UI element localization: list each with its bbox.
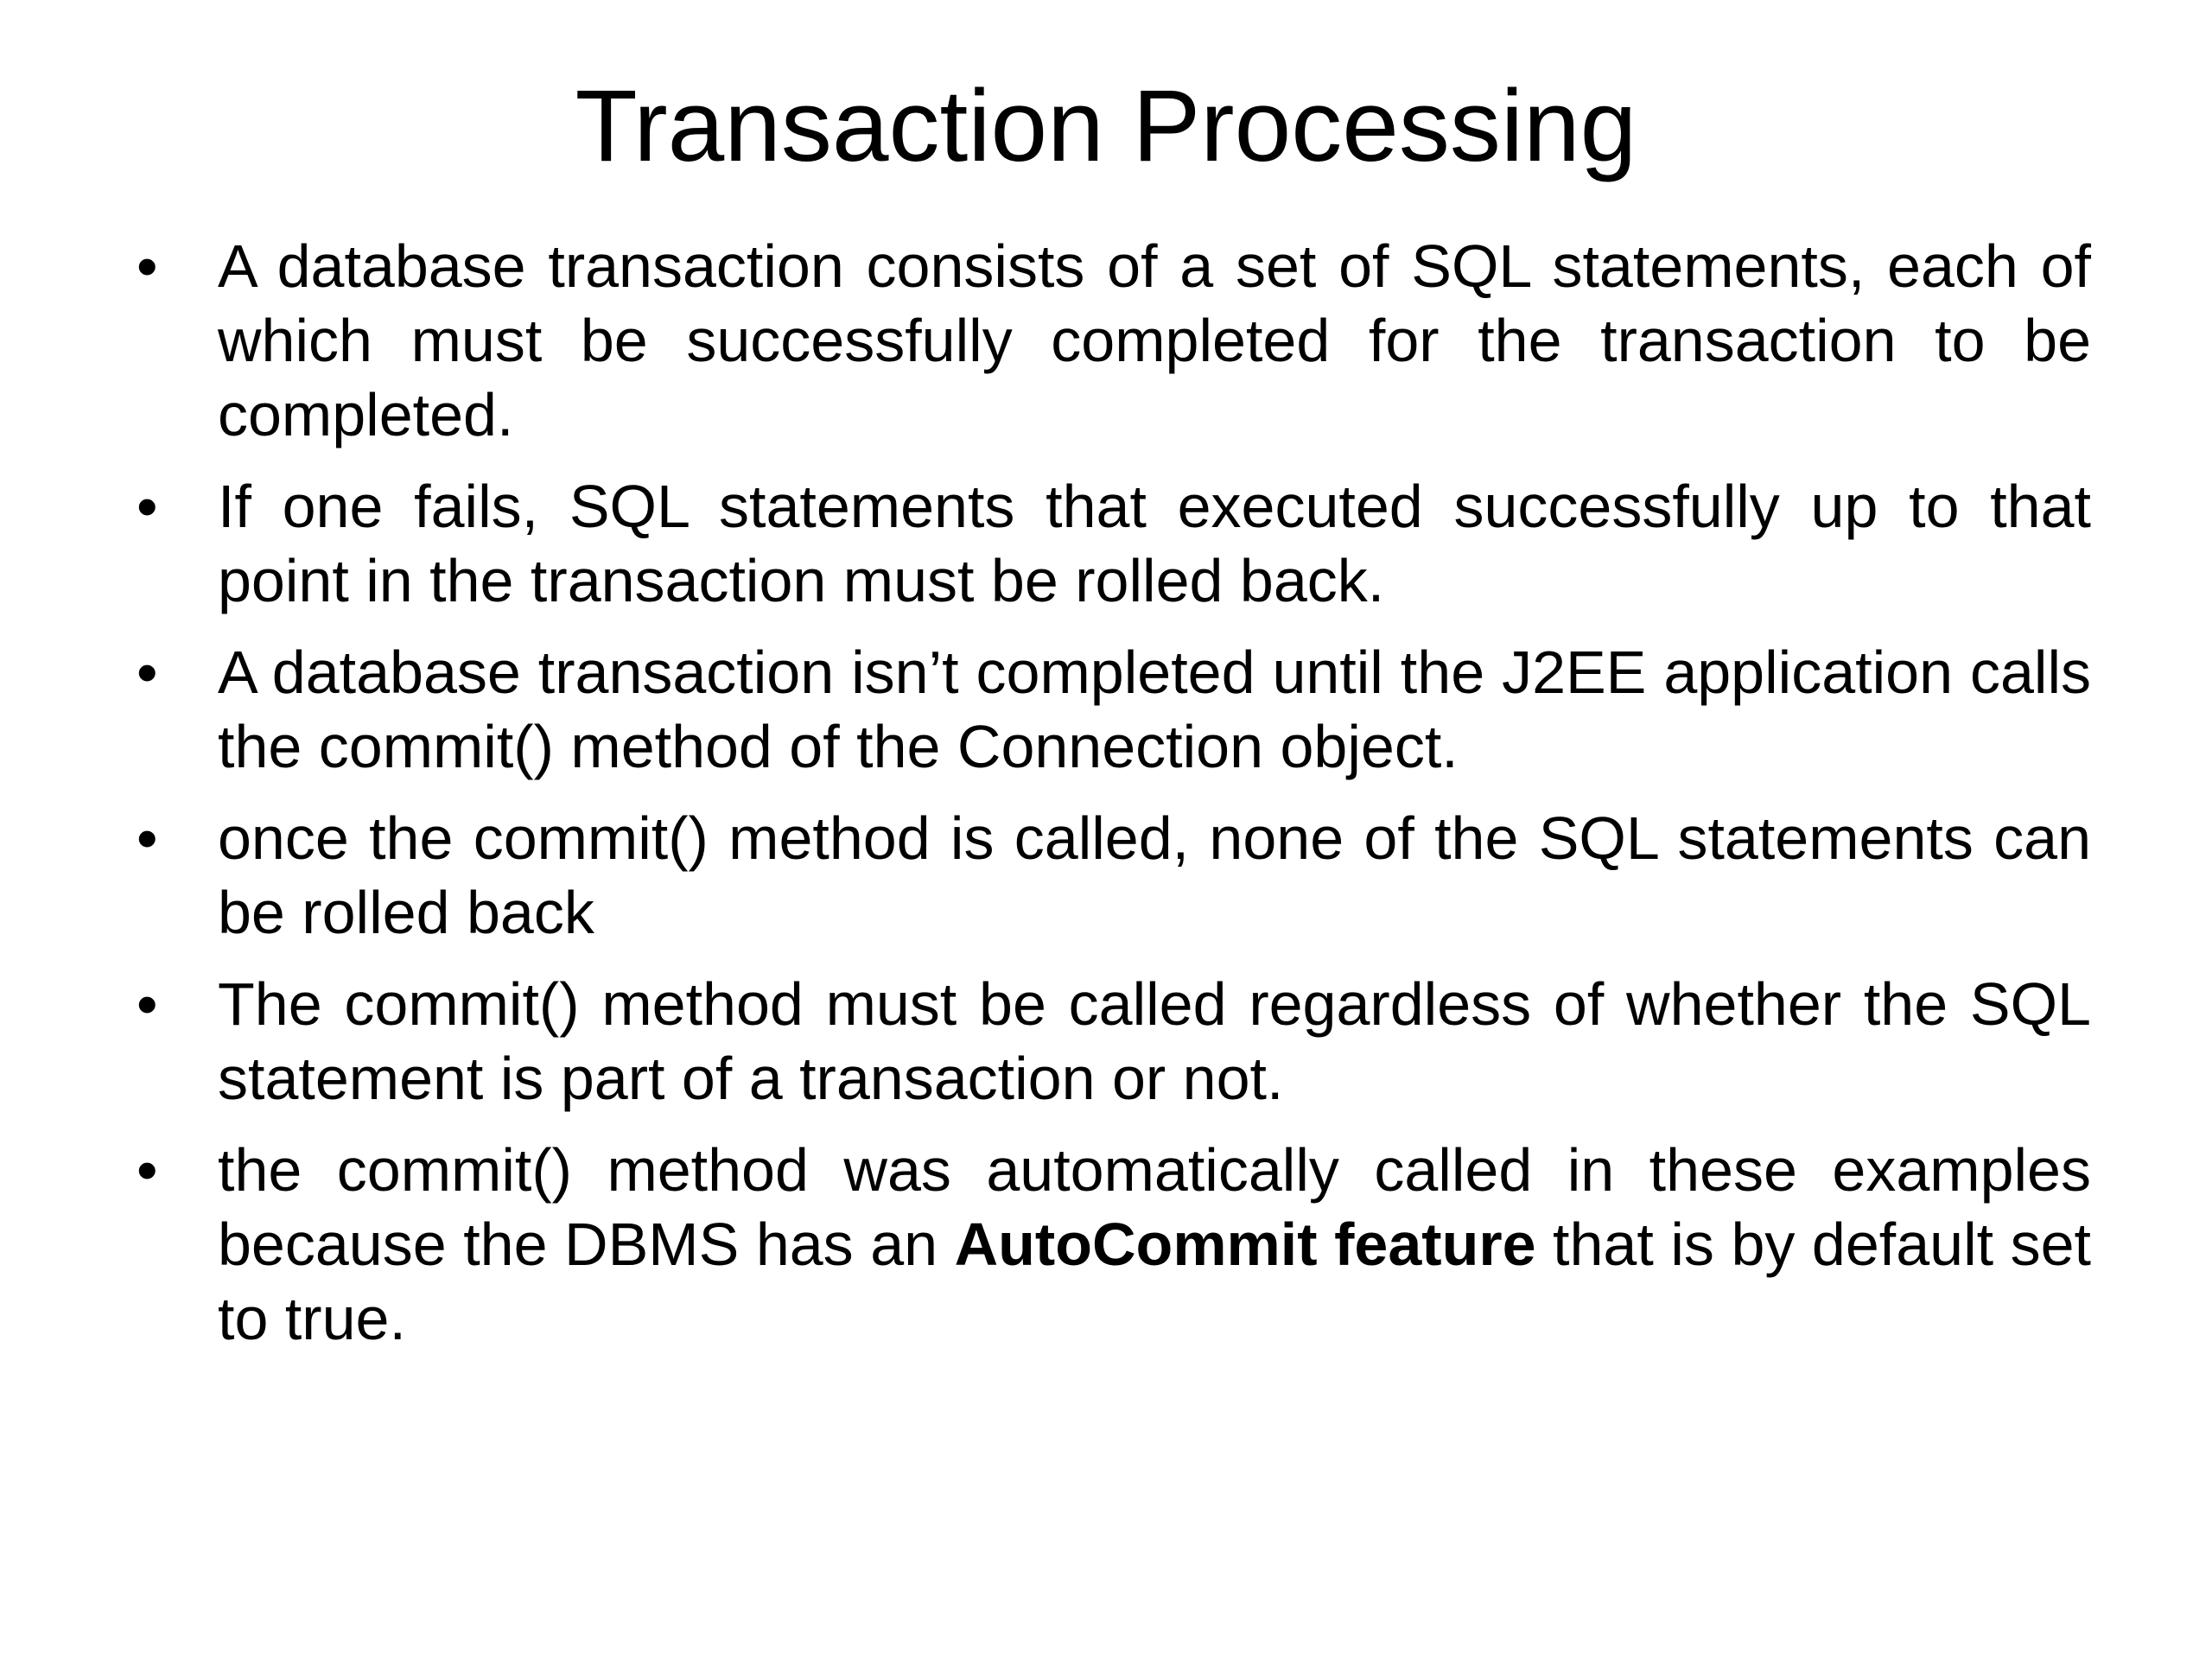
bullet-icon: • <box>137 804 158 872</box>
bullet-text: A database transaction isn’t completed until the J2EE application calls the commit() method of the Connection object. <box>218 639 2091 780</box>
bullet-text: once the commit() method is called, none of the SQL statements can be rolled back <box>218 804 2091 946</box>
bullet-item-commit-always <box>130 967 2091 1116</box>
bullet-icon: • <box>137 232 158 300</box>
bullet-list <box>130 229 2091 1373</box>
autocommit-feature-term: AutoCommit feature <box>954 1211 1536 1278</box>
bullet-text: If one fails, SQL statements that executed successfully up to that point in the transaction must be rolled back. <box>218 473 2091 614</box>
bullet-icon: • <box>137 473 158 540</box>
bullet-item-after-commit <box>130 801 2091 950</box>
bullet-item-transaction-definition <box>130 229 2091 452</box>
bullet-text-after-bold: that is by default set to true. <box>218 1211 2092 1352</box>
bullet-item-rollback <box>130 469 2091 618</box>
bullet-text: A database transaction consists of a set of SQL statements, each of which must be successfully completed for the transaction to be completed. <box>218 232 2091 448</box>
bullet-icon: • <box>137 639 158 706</box>
bullet-text: The commit() method must be called regardless of whether the SQL statement is part of a transaction or not. <box>218 970 2091 1112</box>
bullet-icon: • <box>137 1136 158 1204</box>
bullet-text-before-bold: the commit() method was automatically called in these examples because the DBMS has an <box>218 1136 2091 1278</box>
slide-title: Transaction Processing <box>575 69 1637 183</box>
bullet-icon: • <box>137 970 158 1038</box>
bullet-item-autocommit <box>130 1133 2091 1356</box>
bullet-item-commit-requirement <box>130 635 2091 784</box>
